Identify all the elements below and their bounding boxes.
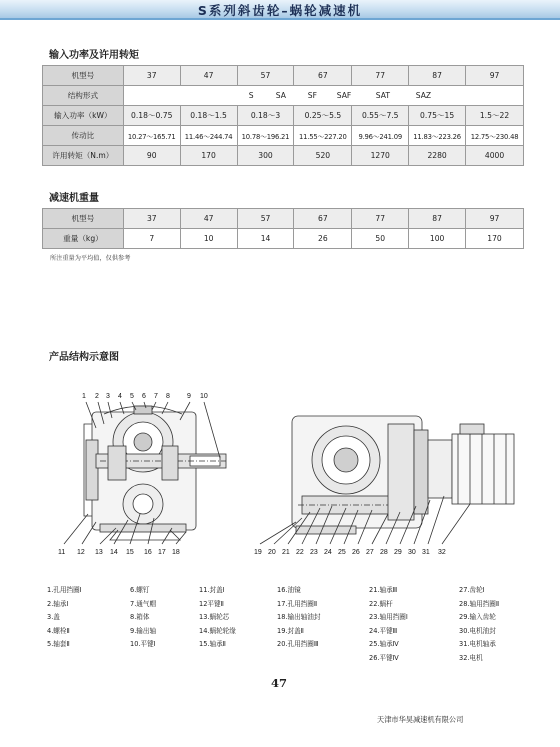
legend-column: [459, 584, 499, 665]
row-label: 机型号: [43, 66, 124, 86]
left-section-drawing: [84, 406, 226, 540]
legend-item: 7.通气帽: [130, 599, 157, 608]
form-label: SAZ: [415, 90, 432, 100]
legend-item: 26.平键Ⅳ: [369, 653, 399, 662]
legend-item: 6.螺钉: [130, 586, 150, 594]
table-cell: 26: [294, 229, 352, 249]
legend-item: 27.齿轮Ⅰ: [459, 586, 485, 594]
row-label: 许用转矩（N.m）: [43, 146, 124, 166]
legend-item: 8.箱体: [130, 613, 150, 621]
form-label: S: [248, 90, 254, 100]
form-label: SAT: [375, 90, 390, 100]
legend-item: 12平键Ⅱ: [199, 599, 224, 608]
callout-number: 31: [422, 549, 430, 556]
power-section-title: 输入功率及许用转矩: [49, 50, 139, 61]
legend-item: 30.电机油封: [459, 626, 496, 635]
table-cell: 97: [466, 66, 524, 86]
legend-item: 18.输出轴油封: [277, 613, 321, 621]
row-label: 机型号: [43, 209, 124, 229]
table-row: [43, 146, 524, 166]
callout-number: 8: [166, 393, 170, 400]
callout-number: 18: [172, 549, 180, 556]
row-label: 传动比: [43, 126, 124, 146]
diagram-section-title: 产品结构示意图: [49, 352, 119, 363]
table-cell: 0.25～5.5: [294, 106, 352, 126]
table-row: [43, 229, 524, 249]
table-cell: 97: [466, 209, 524, 229]
row-label: 重量（kg）: [43, 229, 124, 249]
callout-number: 28: [380, 549, 388, 556]
callout-number: 24: [324, 549, 332, 556]
table-cell: 4000: [466, 146, 524, 166]
legend-item: 9.输出轴: [130, 626, 157, 635]
company-name: 天津市华昊减速机有限公司: [377, 715, 464, 724]
callout-number: 10: [200, 393, 208, 400]
callout-number: 1: [82, 393, 86, 400]
legend-item: 23.轴用挡圈Ⅰ: [369, 613, 408, 621]
legend-item: 21.轴承Ⅲ: [369, 586, 398, 594]
legend-item: 24.平键Ⅲ: [369, 626, 398, 635]
callout-number: 15: [126, 549, 134, 556]
legend-item: 5.轴套Ⅱ: [47, 640, 70, 648]
table-cell: 50: [352, 229, 409, 249]
callout-number: 9: [187, 393, 191, 400]
table-cell: 90: [123, 146, 180, 166]
table-cell: 11.83～223.26: [409, 126, 466, 146]
table-cell: 0.18～3: [237, 106, 294, 126]
callout-numbers-left-bottom: [58, 549, 180, 556]
legend-item: 22.蜗杆: [369, 599, 393, 608]
callout-number: 6: [142, 393, 146, 400]
structure-diagram: [40, 384, 530, 562]
callout-number: 27: [366, 549, 374, 556]
table-cell: 0.18～1.5: [180, 106, 237, 126]
row-label: 输入功率（kW）: [43, 106, 124, 126]
legend-column: [47, 584, 82, 652]
legend-item: 1.孔用挡圈Ⅰ: [47, 586, 82, 594]
callout-number: 5: [130, 393, 134, 400]
legend-item: 3.盖: [47, 613, 60, 621]
table-row: [43, 106, 524, 126]
legend-item: 14.蜗轮轮缘: [199, 626, 236, 635]
legend-item: 31.电机轴承: [459, 640, 496, 648]
table-cell: 14: [237, 229, 294, 249]
callout-number: 29: [394, 549, 402, 556]
callout-number: 19: [254, 549, 262, 556]
table-cell: 37: [123, 209, 180, 229]
power-table: [42, 65, 524, 166]
weight-note: 所注重量为平均值，仅供参考: [50, 255, 131, 262]
legend-column: [199, 584, 236, 652]
legend-column: [277, 584, 320, 652]
legend-item: 32.电机: [459, 653, 483, 662]
callout-number: 22: [296, 549, 304, 556]
table-cell: 170: [466, 229, 524, 249]
table-cell: 100: [409, 229, 466, 249]
form-label: SA: [275, 90, 286, 100]
table-cell: 87: [409, 209, 466, 229]
callout-number: 32: [438, 549, 446, 556]
table-cell: 87: [409, 66, 466, 86]
callout-number: 17: [158, 549, 166, 556]
table-cell: 57: [237, 209, 294, 229]
legend-item: 17.孔用挡圈Ⅱ: [277, 599, 318, 608]
legend-item: 29.输入齿轮: [459, 613, 496, 621]
table-row: [43, 209, 524, 229]
table-cell: 0.55～7.5: [352, 106, 409, 126]
table-cell: 11.46～244.74: [180, 126, 237, 146]
callout-number: 20: [268, 549, 276, 556]
table-cell: 67: [294, 209, 352, 229]
callout-number: 3: [106, 393, 110, 400]
callout-number: 30: [408, 549, 416, 556]
table-row: [43, 66, 524, 86]
form-label: SF: [307, 90, 317, 100]
weight-section-title: 减速机重量: [49, 193, 99, 204]
weight-table: [42, 208, 524, 249]
legend-item: 13.蜗轮芯: [199, 613, 230, 621]
table-cell: 0.18～0.75: [123, 106, 180, 126]
callout-numbers-left-top: [82, 393, 208, 400]
callout-number: 11: [58, 549, 66, 556]
table-cell: 1.5～22: [466, 106, 524, 126]
callout-number: 14: [110, 549, 118, 556]
callout-number: 26: [352, 549, 360, 556]
legend-item: 28.轴用挡圈Ⅱ: [459, 599, 500, 608]
page-number: 47: [271, 676, 288, 690]
table-cell: 47: [180, 66, 237, 86]
table-row: [43, 86, 524, 106]
table-cell: 11.55～227.20: [294, 126, 352, 146]
table-cell: 520: [294, 146, 352, 166]
row-label: 结构形式: [43, 86, 124, 106]
legend-item: 4.螺栓Ⅱ: [47, 626, 70, 635]
table-cell: 2280: [409, 146, 466, 166]
table-cell: 170: [180, 146, 237, 166]
table-cell: 1270: [352, 146, 409, 166]
table-cell: 12.75～230.48: [466, 126, 524, 146]
table-cell: 57: [237, 66, 294, 86]
table-cell: 47: [180, 209, 237, 229]
table-cell: 9.96～241.09: [352, 126, 409, 146]
callout-number: 21: [282, 549, 290, 556]
callout-number: 25: [338, 549, 346, 556]
table-cell: 67: [294, 66, 352, 86]
legend-item: 11.封盖Ⅰ: [199, 586, 225, 594]
table-cell: 77: [352, 66, 409, 86]
legend-item: 16.油镜: [277, 586, 301, 594]
legend-item: 19.封盖Ⅱ: [277, 626, 304, 635]
legend-column: [130, 584, 156, 652]
form-label: SAF: [336, 90, 352, 100]
table-cell: 10: [180, 229, 237, 249]
table-cell: 10.78～196.21: [237, 126, 294, 146]
table-cell: 77: [352, 209, 409, 229]
page-title: S系列斜齿轮–蜗轮减速机: [197, 3, 363, 18]
legend-item: 15.轴承Ⅱ: [199, 640, 226, 648]
structure-forms-cell: [123, 86, 523, 106]
table-cell: 300: [237, 146, 294, 166]
callout-number: 7: [154, 393, 158, 400]
callout-number: 2: [95, 393, 99, 400]
right-section-drawing: [292, 416, 514, 534]
callout-number: 13: [95, 549, 103, 556]
callout-number: 12: [77, 549, 85, 556]
callout-number: 23: [310, 549, 318, 556]
callout-number: 4: [118, 393, 122, 400]
legend-item: 25.轴承Ⅳ: [369, 640, 399, 648]
table-cell: 0.75～15: [409, 106, 466, 126]
table-row: [43, 126, 524, 146]
table-cell: 7: [123, 229, 180, 249]
legend-item: 20.孔用挡圈Ⅲ: [277, 640, 319, 648]
callout-number: 16: [144, 549, 152, 556]
table-cell: 37: [123, 66, 180, 86]
legend-item: 10.平键Ⅰ: [130, 640, 156, 648]
callout-numbers-right-bottom: [254, 549, 446, 556]
legend-column: [369, 584, 408, 665]
legend-item: 2.轴承Ⅰ: [47, 599, 69, 608]
table-cell: 10.27～165.71: [123, 126, 180, 146]
